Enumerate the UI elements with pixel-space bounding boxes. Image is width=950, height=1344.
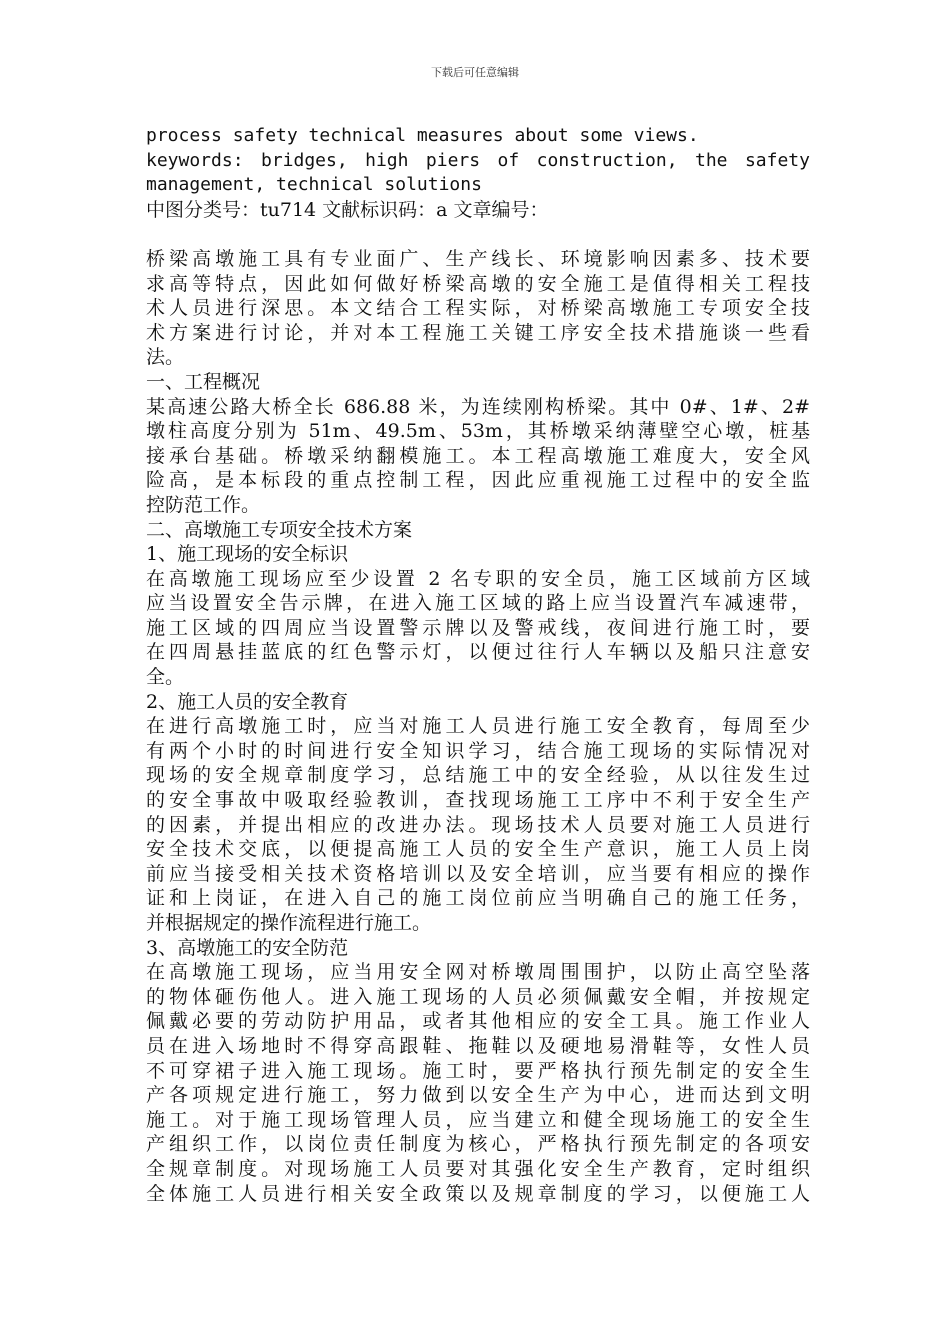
document-body bbox=[146, 124, 810, 1206]
text-line: 应当设置安全告示牌，在进入施工区域的路上应当设置汽车减速带， bbox=[146, 592, 810, 615]
text-line: keywords: bridges, high piers of construction, the safety bbox=[146, 149, 810, 171]
text-line: 接承台基础。桥墩采纳翻模施工。本工程高墩施工难度大，安全风 bbox=[146, 444, 810, 467]
text-line: 产组织工作，以岗位责任制度为核心，严格执行预先制定的各项安 bbox=[146, 1133, 810, 1156]
text-line: 施工区域的四周应当设置警示牌以及警戒线，夜间进行施工时，要 bbox=[146, 616, 810, 639]
text-line: 术方案进行讨论，并对本工程施工关键工序安全技术措施谈一些看 bbox=[146, 321, 810, 344]
text-line: 法。 bbox=[146, 346, 185, 369]
page-header: 下载后可任意编辑 bbox=[431, 66, 519, 79]
text-line: 2、施工人员的安全教育 bbox=[146, 690, 349, 713]
text-line: 桥梁高墩施工具有专业面广、生产线长、环境影响因素多、技术要 bbox=[146, 247, 810, 270]
text-line: 在高墩施工现场应至少设置 2 名专职的安全员，施工区域前方区域 bbox=[146, 567, 810, 590]
text-line: 术人员进行深思。本文结合工程实际，对桥梁高墩施工专项安全技 bbox=[146, 297, 810, 320]
text-line: 全。 bbox=[146, 666, 185, 689]
text-line: 1、施工现场的安全标识 bbox=[146, 543, 349, 566]
text-line: 证和上岗证，在进入自己的施工岗位前应当明确自己的施工任务， bbox=[146, 887, 810, 910]
text-line: 的安全事故中吸取经验教训，查找现场施工工序中不利于安全生产 bbox=[146, 789, 810, 812]
text-line: 某高速公路大桥全长 686.88 米，为连续刚构桥梁。其中 0#、1#、2# bbox=[146, 395, 810, 418]
text-line: 全体施工人员进行相关安全政策以及规章制度的学习，以便施工人 bbox=[146, 1182, 810, 1205]
text-line: 求高等特点，因此如何做好桥梁高墩的安全施工是值得相关工程技 bbox=[146, 272, 810, 295]
text-line: 一、工程概况 bbox=[146, 370, 261, 393]
text-line: 产各项规定进行施工，努力做到以安全生产为中心，进而达到文明 bbox=[146, 1084, 810, 1107]
text-line: 控防范工作。 bbox=[146, 493, 261, 516]
text-line: management, technical solutions bbox=[146, 174, 482, 196]
text-line: 不可穿裙子进入施工现场。施工时，要严格执行预先制定的安全生 bbox=[146, 1059, 810, 1082]
text-line: process safety technical measures about some views. bbox=[146, 125, 699, 146]
text-line: 现场的安全规章制度学习，总结施工中的安全经验，从以往发生过 bbox=[146, 764, 810, 787]
text-line: 二、高墩施工专项安全技术方案 bbox=[146, 518, 413, 541]
text-line: 前应当接受相关技术资格培训以及安全培训，应当要有相应的操作 bbox=[146, 862, 810, 885]
blank-line bbox=[146, 222, 810, 247]
text-line: 的因素，并提出相应的改进办法。现场技术人员要对施工人员进行 bbox=[146, 813, 810, 836]
text-line: 的物体砸伤他人。进入施工现场的人员必须佩戴安全帽，并按规定 bbox=[146, 985, 810, 1008]
text-line: 并根据规定的操作流程进行施工。 bbox=[146, 912, 432, 934]
text-line: 3、高墩施工的安全防范 bbox=[146, 936, 349, 959]
text-line: 险高，是本标段的重点控制工程，因此应重视施工过程中的安全监 bbox=[146, 469, 810, 492]
text-line: 中图分类号：tu714 文献标识码：a 文章编号： bbox=[146, 198, 549, 221]
text-line: 员在进入场地时不得穿高跟鞋、拖鞋以及硬地易滑鞋等，女性人员 bbox=[146, 1034, 810, 1057]
text-line: 在四周悬挂蓝底的红色警示灯，以便过往行人车辆以及船只注意安 bbox=[146, 641, 810, 664]
text-line: 在进行高墩施工时，应当对施工人员进行施工安全教育，每周至少 bbox=[146, 715, 810, 738]
text-line: 全规章制度。对现场施工人员要对其强化安全生产教育，定时组织 bbox=[146, 1157, 810, 1180]
text-line: 墩柱高度分别为 51m、49.5m、53m，其桥墩采纳薄壁空心墩，桩基 bbox=[146, 420, 810, 443]
text-line: 在高墩施工现场，应当用安全网对桥墩周围围护，以防止高空坠落 bbox=[146, 961, 810, 984]
text-line: 安全技术交底，以便提高施工人员的安全生产意识，施工人员上岗 bbox=[146, 838, 810, 861]
text-line: 施工。对于施工现场管理人员，应当建立和健全现场施工的安全生 bbox=[146, 1108, 810, 1131]
text-line: 佩戴必要的劳动防护用品，或者其他相应的安全工具。施工作业人 bbox=[146, 1010, 810, 1033]
text-line: 有两个小时的时间进行安全知识学习，结合施工现场的实际情况对 bbox=[146, 739, 810, 762]
